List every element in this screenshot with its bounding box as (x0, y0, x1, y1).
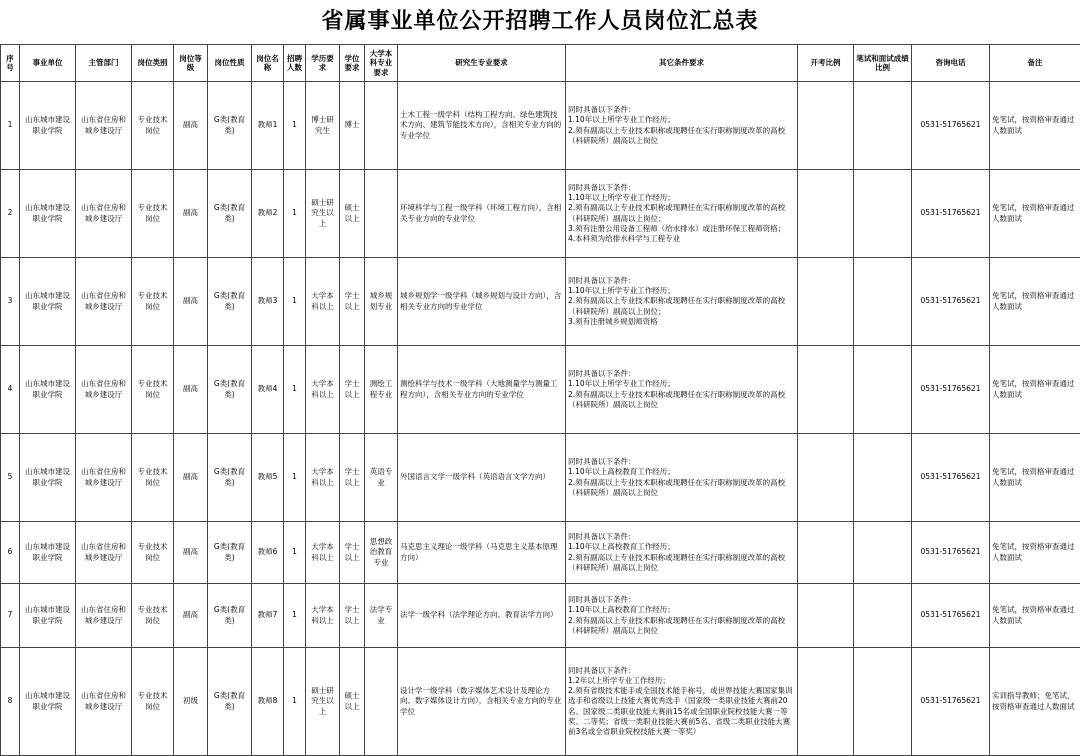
count-cell: 1 (284, 346, 306, 434)
condition-line: 同时具备以下条件： (568, 276, 795, 286)
category-cell: 专业技术岗位 (132, 434, 174, 522)
remark-cell: 免笔试，按资格审查通过人数面试 (990, 170, 1080, 258)
condition-line: 同时具备以下条件： (568, 595, 795, 605)
nature-cell: G类(教育类) (208, 82, 252, 170)
post-name-cell: 教师2 (252, 170, 284, 258)
grad-major-cell: 马克思主义理论一级学科（马克思主义基本原理方向） (398, 522, 566, 584)
condition-line: 2.须有省级技术能手或全国技术能手称号，或世界技能大赛国家集训选手和省级以上技能大赛优秀选手（国家级一类职业技能大赛前20名、国家级二类职业技能大赛前15名或全国职业院校技能大赛一等奖、二等奖；省级一类职业技能大赛前5名、省级二类职业技能大赛前3名或全省职业院校技能大赛一等奖） (568, 686, 795, 737)
score-ratio-cell (854, 648, 912, 756)
other-conditions-cell (566, 584, 798, 648)
count-cell: 1 (284, 82, 306, 170)
nature-cell: G类(教育类) (208, 346, 252, 434)
level-cell: 副高 (174, 170, 208, 258)
grad-major-cell: 土木工程一级学科（结构工程方向、绿色建筑技术方向、建筑节能技术方向），含相关专业方向的专业学位 (398, 82, 566, 170)
column-header: 事业单位 (20, 45, 76, 82)
row-number: 1 (1, 82, 20, 170)
education-cell: 硕士研究生以上 (306, 170, 340, 258)
unit-cell: 山东城市建设职业学院 (20, 648, 76, 756)
count-cell: 1 (284, 584, 306, 648)
exam-ratio-cell (798, 82, 854, 170)
remark-cell: 免笔试，按资格审查通过人数面试 (990, 584, 1080, 648)
condition-line: 1.10年以上所学专业工作经历； (568, 379, 795, 389)
table-row (1, 82, 1080, 170)
column-header: 备注 (990, 45, 1080, 82)
phone-cell: 0531-51765621 (912, 82, 990, 170)
nature-cell: G类(教育类) (208, 522, 252, 584)
category-cell: 专业技术岗位 (132, 170, 174, 258)
undergrad-major-cell: 测绘工程专业 (365, 346, 398, 434)
condition-line: 同时具备以下条件： (568, 457, 795, 467)
exam-ratio-cell (798, 648, 854, 756)
level-cell: 副高 (174, 346, 208, 434)
condition-line: 1.2年以上所学专业工作经历； (568, 676, 795, 686)
education-cell: 博士研究生 (306, 82, 340, 170)
unit-cell: 山东城市建设职业学院 (20, 346, 76, 434)
column-header: 岗位性质 (208, 45, 252, 82)
degree-cell: 学士以上 (340, 434, 365, 522)
row-number: 3 (1, 258, 20, 346)
post-name-cell: 教师8 (252, 648, 284, 756)
category-cell: 专业技术岗位 (132, 82, 174, 170)
table-row (1, 434, 1080, 522)
column-header: 大学本科专业要求 (365, 45, 398, 82)
score-ratio-cell (854, 346, 912, 434)
column-header: 研究生专业要求 (398, 45, 566, 82)
category-cell: 专业技术岗位 (132, 648, 174, 756)
other-conditions-cell (566, 434, 798, 522)
dept-cell: 山东省住房和城乡建设厅 (76, 346, 132, 434)
exam-ratio-cell (798, 346, 854, 434)
column-header: 主管部门 (76, 45, 132, 82)
unit-cell: 山东城市建设职业学院 (20, 434, 76, 522)
column-header: 学历要求 (306, 45, 340, 82)
row-number: 4 (1, 346, 20, 434)
degree-cell: 学士以上 (340, 584, 365, 648)
unit-cell: 山东城市建设职业学院 (20, 522, 76, 584)
level-cell: 副高 (174, 434, 208, 522)
condition-line: 同时具备以下条件： (568, 666, 795, 676)
column-header: 序号 (1, 45, 20, 82)
condition-line: 3.须有注册城乡规划师资格 (568, 317, 795, 327)
dept-cell: 山东省住房和城乡建设厅 (76, 522, 132, 584)
column-header: 岗位类别 (132, 45, 174, 82)
grad-major-cell: 测绘科学与技术一级学科（大地测量学与测量工程方向），含相关专业方向的专业学位 (398, 346, 566, 434)
table-row (1, 346, 1080, 434)
count-cell: 1 (284, 258, 306, 346)
count-cell: 1 (284, 648, 306, 756)
score-ratio-cell (854, 170, 912, 258)
score-ratio-cell (854, 434, 912, 522)
grad-major-cell: 法学一级学科（法学理论方向、教育法学方向） (398, 584, 566, 648)
degree-cell: 硕士以上 (340, 648, 365, 756)
exam-ratio-cell (798, 258, 854, 346)
other-conditions-cell (566, 522, 798, 584)
condition-line: 同时具备以下条件： (568, 369, 795, 379)
condition-line: 2.须有副高以上专业技术职称或现聘任在实行职称制度改革的高校（科研院所）副高以上岗位 (568, 553, 795, 573)
condition-line: 3.须有注册公用设备工程师（给水排水）或注册环保工程师资格； (568, 224, 795, 234)
undergrad-major-cell: 城乡规划专业 (365, 258, 398, 346)
table-row (1, 170, 1080, 258)
exam-ratio-cell (798, 170, 854, 258)
unit-cell: 山东城市建设职业学院 (20, 584, 76, 648)
column-header: 岗位名称 (252, 45, 284, 82)
undergrad-major-cell: 英语专业 (365, 434, 398, 522)
phone-cell: 0531-51765621 (912, 584, 990, 648)
condition-line: 同时具备以下条件： (568, 105, 795, 115)
condition-line: 1.10年以上所学专业工作经历； (568, 115, 795, 125)
category-cell: 专业技术岗位 (132, 584, 174, 648)
undergrad-major-cell (365, 170, 398, 258)
condition-line: 1.10年以上所学专业工作经历； (568, 286, 795, 296)
exam-ratio-cell (798, 522, 854, 584)
remark-cell: 免笔试，按资格审查通过人数面试 (990, 258, 1080, 346)
exam-ratio-cell (798, 584, 854, 648)
table-row (1, 522, 1080, 584)
nature-cell: G类(教育类) (208, 648, 252, 756)
undergrad-major-cell: 法学专业 (365, 584, 398, 648)
category-cell: 专业技术岗位 (132, 522, 174, 584)
score-ratio-cell (854, 82, 912, 170)
remark-cell: 免笔试，按资格审查通过人数面试 (990, 346, 1080, 434)
level-cell: 副高 (174, 584, 208, 648)
phone-cell: 0531-51765621 (912, 258, 990, 346)
category-cell: 专业技术岗位 (132, 346, 174, 434)
education-cell: 大学本科以上 (306, 434, 340, 522)
table-row (1, 258, 1080, 346)
remark-cell: 免笔试，按资格审查通过人数面试 (990, 522, 1080, 584)
phone-cell: 0531-51765621 (912, 522, 990, 584)
undergrad-major-cell (365, 82, 398, 170)
level-cell: 副高 (174, 258, 208, 346)
post-name-cell: 教师4 (252, 346, 284, 434)
education-cell: 大学本科以上 (306, 258, 340, 346)
condition-line: 2.须有副高以上专业技术职称或现聘任在实行职称制度改革的高校（科研院所）副高以上岗位； (568, 296, 795, 316)
phone-cell: 0531-51765621 (912, 648, 990, 756)
other-conditions-cell (566, 258, 798, 346)
count-cell: 1 (284, 434, 306, 522)
positions-table (0, 44, 1080, 756)
score-ratio-cell (854, 584, 912, 648)
grad-major-cell: 设计学一级学科（数字媒体艺术设计及理论方向、数字媒体设计方向），含相关专业方向的专业学位 (398, 648, 566, 756)
row-number: 5 (1, 434, 20, 522)
undergrad-major-cell (365, 648, 398, 756)
nature-cell: G类(教育类) (208, 584, 252, 648)
condition-line: 1.10年以上所学专业工作经历； (568, 193, 795, 203)
header-row (1, 45, 1080, 82)
education-cell: 大学本科以上 (306, 584, 340, 648)
condition-line: 2.须有副高以上专业技术职称或现聘任在实行职称制度改革的高校（科研院所）副高以上岗位； (568, 203, 795, 223)
remark-cell: 免笔试，按资格审查通过人数面试 (990, 82, 1080, 170)
exam-ratio-cell (798, 434, 854, 522)
row-number: 8 (1, 648, 20, 756)
condition-line: 2.须有副高以上专业技术职称或现聘任在实行职称制度改革的高校（科研院所）副高以上岗位 (568, 126, 795, 146)
page-title: 省属事业单位公开招聘工作人员岗位汇总表 (0, 0, 1080, 44)
education-cell: 大学本科以上 (306, 346, 340, 434)
condition-line: 2.须有副高以上专业技术职称或现聘任在实行职称制度改革的高校（科研院所）副高以上岗位 (568, 616, 795, 636)
score-ratio-cell (854, 522, 912, 584)
grad-major-cell: 外国语言文学一级学科（英语语言文学方向） (398, 434, 566, 522)
grad-major-cell: 城乡规划学一级学科（城乡规划与设计方向），含相关专业方向的专业学位 (398, 258, 566, 346)
row-number: 7 (1, 584, 20, 648)
condition-line: 1.10年以上高校教育工作经历； (568, 605, 795, 615)
post-name-cell: 教师1 (252, 82, 284, 170)
level-cell: 初级 (174, 648, 208, 756)
degree-cell: 学士以上 (340, 258, 365, 346)
grad-major-cell: 环境科学与工程一级学科（环境工程方向），含相关专业方向的专业学位 (398, 170, 566, 258)
education-cell: 大学本科以上 (306, 522, 340, 584)
post-name-cell: 教师6 (252, 522, 284, 584)
column-header: 笔试和面试成绩比例 (854, 45, 912, 82)
undergrad-major-cell: 思想政治教育专业 (365, 522, 398, 584)
nature-cell: G类(教育类) (208, 434, 252, 522)
post-name-cell: 教师3 (252, 258, 284, 346)
phone-cell: 0531-51765621 (912, 346, 990, 434)
column-header: 岗位等级 (174, 45, 208, 82)
post-name-cell: 教师7 (252, 584, 284, 648)
dept-cell: 山东省住房和城乡建设厅 (76, 170, 132, 258)
condition-line: 4.本科须为给排水科学与工程专业 (568, 234, 795, 244)
degree-cell: 博士 (340, 82, 365, 170)
remark-cell: 免笔试，按资格审查通过人数面试 (990, 434, 1080, 522)
condition-line: 1.10年以上高校教育工作经历； (568, 542, 795, 552)
table-row (1, 584, 1080, 648)
dept-cell: 山东省住房和城乡建设厅 (76, 434, 132, 522)
dept-cell: 山东省住房和城乡建设厅 (76, 648, 132, 756)
phone-cell: 0531-51765621 (912, 170, 990, 258)
column-header: 学位要求 (340, 45, 365, 82)
row-number: 2 (1, 170, 20, 258)
condition-line: 2.须有副高以上专业技术职称或现聘任在实行职称制度改革的高校（科研院所）副高以上岗位 (568, 390, 795, 410)
column-header: 其它条件要求 (566, 45, 798, 82)
degree-cell: 学士以上 (340, 346, 365, 434)
count-cell: 1 (284, 170, 306, 258)
other-conditions-cell (566, 346, 798, 434)
category-cell: 专业技术岗位 (132, 258, 174, 346)
nature-cell: G类(教育类) (208, 258, 252, 346)
remark-cell: 实训指导教师；免笔试，按资格审查通过人数面试 (990, 648, 1080, 756)
column-header: 开考比例 (798, 45, 854, 82)
dept-cell: 山东省住房和城乡建设厅 (76, 258, 132, 346)
education-cell: 硕士研究生以上 (306, 648, 340, 756)
unit-cell: 山东城市建设职业学院 (20, 170, 76, 258)
other-conditions-cell (566, 82, 798, 170)
level-cell: 副高 (174, 82, 208, 170)
dept-cell: 山东省住房和城乡建设厅 (76, 584, 132, 648)
unit-cell: 山东城市建设职业学院 (20, 82, 76, 170)
degree-cell: 学士以上 (340, 522, 365, 584)
condition-line: 2.须有副高以上专业技术职称或现聘任在实行职称制度改革的高校（科研院所）副高以上岗位 (568, 478, 795, 498)
phone-cell: 0531-51765621 (912, 434, 990, 522)
degree-cell: 硕士以上 (340, 170, 365, 258)
level-cell: 副高 (174, 522, 208, 584)
post-name-cell: 教师5 (252, 434, 284, 522)
condition-line: 1.10年以上高校教育工作经历； (568, 467, 795, 477)
nature-cell: G类(教育类) (208, 170, 252, 258)
other-conditions-cell (566, 170, 798, 258)
unit-cell: 山东城市建设职业学院 (20, 258, 76, 346)
row-number: 6 (1, 522, 20, 584)
count-cell: 1 (284, 522, 306, 584)
dept-cell: 山东省住房和城乡建设厅 (76, 82, 132, 170)
table-row (1, 648, 1080, 756)
other-conditions-cell (566, 648, 798, 756)
column-header: 咨询电话 (912, 45, 990, 82)
score-ratio-cell (854, 258, 912, 346)
condition-line: 同时具备以下条件： (568, 532, 795, 542)
condition-line: 同时具备以下条件： (568, 183, 795, 193)
column-header: 招聘人数 (284, 45, 306, 82)
